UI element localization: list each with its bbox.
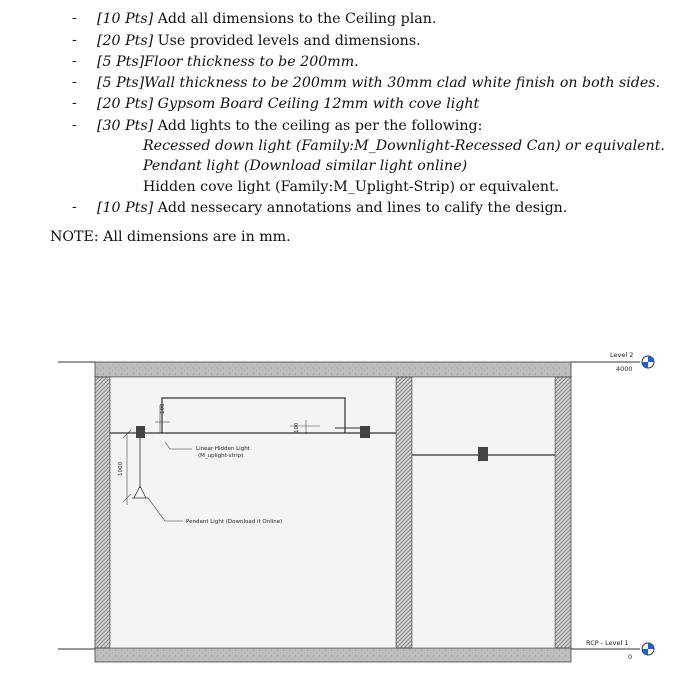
left-wall bbox=[95, 377, 110, 648]
requirement-points: [10 Pts] bbox=[97, 200, 154, 216]
note-text: NOTE: All dimensions are in mm. bbox=[50, 229, 291, 245]
bullet-dash: - bbox=[72, 10, 77, 26]
room-left bbox=[110, 377, 396, 648]
cove-label-line-1: Linear Hidden Light bbox=[196, 446, 250, 452]
downlight-left bbox=[360, 426, 370, 438]
level-1-marker-icon bbox=[642, 643, 654, 655]
cove-label-line-2: (M_uplight-strip) bbox=[198, 453, 244, 459]
requirement-points: [5 Pts] bbox=[97, 75, 145, 91]
requirement-points: [30 Pts] bbox=[97, 118, 154, 134]
ceiling-slab bbox=[95, 362, 571, 377]
requirement-text: Add nessecary annotations and lines to calify the design. bbox=[153, 200, 568, 216]
bullet-dash: - bbox=[72, 53, 77, 69]
level-2-value: 4000 bbox=[616, 365, 633, 373]
dim-100-side: 100 bbox=[294, 422, 300, 433]
requirement-points: [20 Pts] bbox=[97, 96, 154, 112]
requirement-points: [20 Pts] bbox=[97, 33, 154, 49]
light-type-pendant: Pendant light (Download similar light online) bbox=[143, 158, 468, 174]
requirement-points: [10 Pts] bbox=[97, 11, 154, 27]
requirement-text: Wall thickness to be 200mm with 30mm clad white finish on both sides. bbox=[144, 75, 661, 91]
level-2-name: Level 2 bbox=[610, 351, 634, 359]
downlight-right bbox=[478, 447, 488, 461]
requirement-text: Add all dimensions to the Ceiling plan. bbox=[153, 11, 437, 27]
requirement-text: Gypsom Board Ceiling 12mm with cove light bbox=[153, 96, 480, 112]
level-1-value: 0 bbox=[628, 653, 633, 661]
requirement-text: Add lights to the ceiling as per the following: bbox=[153, 118, 483, 134]
light-type-recessed: Recessed down light (Family:M_Downlight-Recessed Can) or equivalent. bbox=[143, 138, 665, 154]
dim-100-top: 100 bbox=[160, 403, 166, 414]
light-type-cove: Hidden cove light (Family:M_Uplight-Strip) or equivalent. bbox=[143, 179, 560, 195]
floor-slab bbox=[95, 648, 571, 662]
pendant-mount bbox=[136, 426, 145, 438]
bullet-dash: - bbox=[72, 117, 77, 133]
requirement-points: [5 Pts] bbox=[97, 54, 145, 70]
middle-wall bbox=[396, 377, 412, 648]
level-1-name: RCP - Level 1 bbox=[586, 639, 629, 647]
bullet-dash: - bbox=[72, 95, 77, 111]
bullet-dash: - bbox=[72, 32, 77, 48]
pendant-label: Pendant Light (Download it Online) bbox=[186, 519, 283, 525]
bullet-dash: - bbox=[72, 199, 77, 215]
requirement-text: Floor thickness to be 200mm. bbox=[144, 54, 359, 70]
dim-1000: 1000 bbox=[118, 462, 124, 476]
bullet-dash: - bbox=[72, 74, 77, 90]
requirement-text: Use provided levels and dimensions. bbox=[153, 33, 421, 49]
level-2-marker-icon bbox=[642, 356, 654, 368]
right-wall bbox=[555, 377, 571, 648]
room-right bbox=[412, 377, 555, 648]
